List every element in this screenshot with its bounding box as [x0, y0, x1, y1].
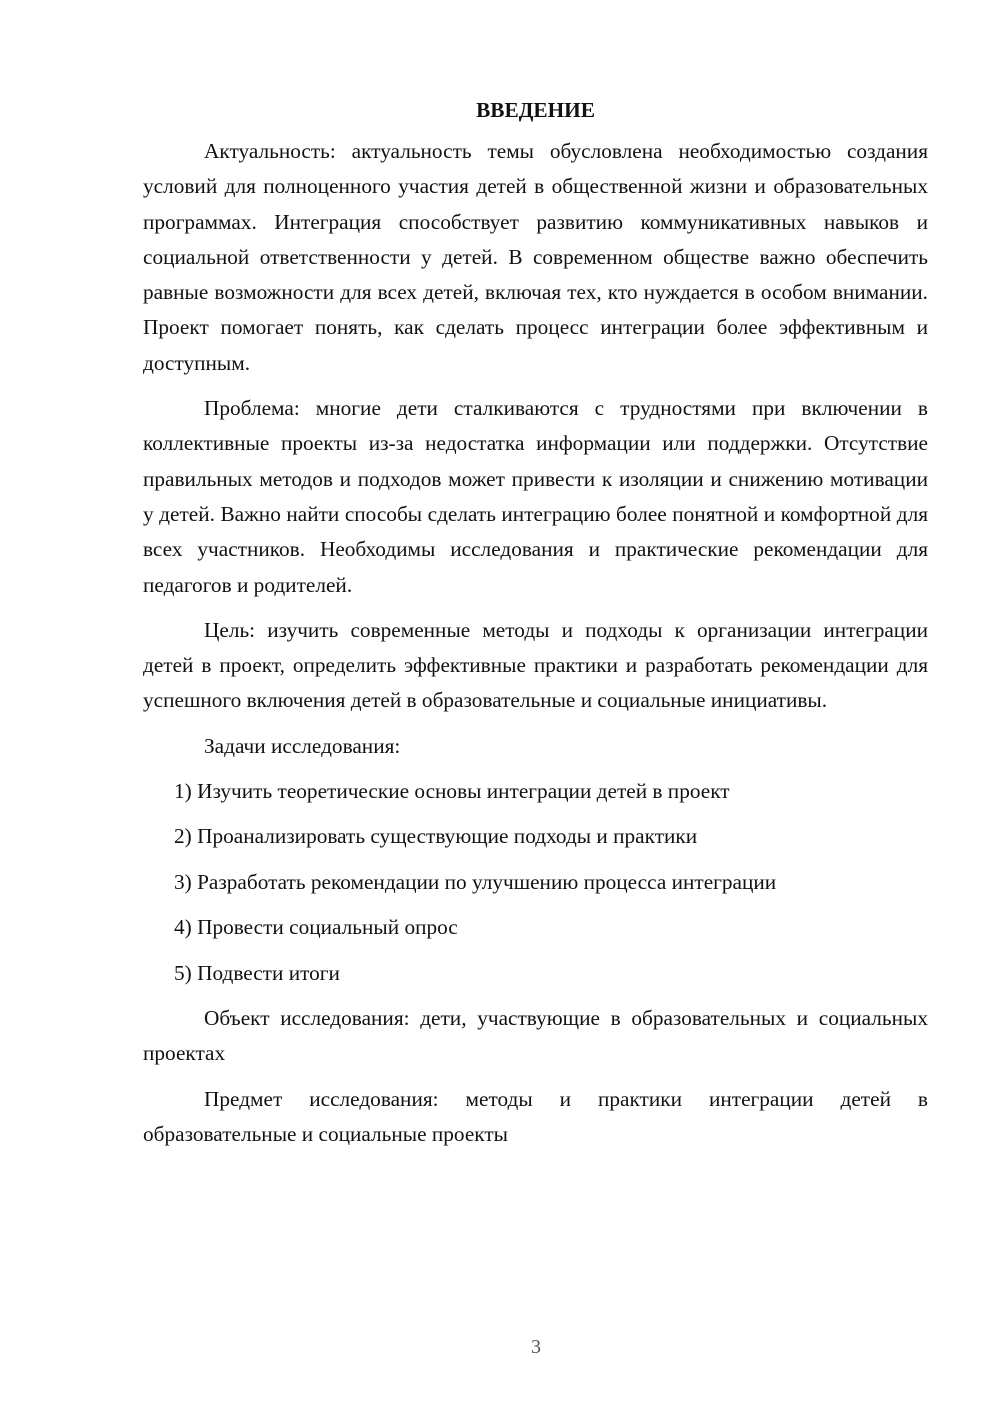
page-content: [143, 92, 928, 1162]
problem-paragraph: Проблема: многие дети сталкиваются с трудностями при включении в коллективные проекты из-за недостатка информации или поддержки. Отсутствие правильных методов и подходов может привести к изоляции и снижению мотивации у детей. Важно найти способы сделать интеграцию более понятной и комфортной для всех участников. Необходимы исследования и практические рекомендации для педагогов и родителей.: [143, 396, 928, 597]
object-paragraph: Объект исследования: дети, участвующие в образовательных и социальных проектах: [143, 1006, 928, 1066]
task-item-4: 4) Провести социальный опрос: [174, 915, 458, 940]
tasks-heading: Задачи исследования:: [204, 733, 401, 758]
task-item-5: 5) Подвести итоги: [174, 960, 340, 985]
task-item-2: 2) Проанализировать существующие подходы и практики: [174, 824, 698, 849]
relevance-paragraph: Актуальность: актуальность темы обусловлена необходимостью создания условий для полноценного участия детей в общественной жизни и образовательных программах. Интеграция способствует развитию коммуникативных навыков и социальной ответственности у детей. В современном обществе важно обеспечить равные возможности для всех детей, включая тех, кто нуждается в особом внимании. Проект помогает понять, как сделать процесс интеграции более эффективным и доступным.: [143, 139, 928, 375]
page-title: ВВЕДЕНИЕ: [476, 98, 595, 122]
subject-paragraph: Предмет исследования: методы и практики интеграции детей в образовательные и социальные проекты: [143, 1086, 928, 1146]
task-item-1: 1) Изучить теоретические основы интеграции детей в проект: [174, 779, 730, 804]
task-item-3: 3) Разработать рекомендации по улучшению процесса интеграции: [174, 869, 777, 894]
page-number: 3: [531, 1336, 541, 1358]
goal-paragraph: Цель: изучить современные методы и подходы к организации интеграции детей в проект, определить эффективные практики и разработать рекомендации для успешного включения детей в образовательные и социальные инициативы.: [143, 617, 928, 713]
task-list: [143, 774, 928, 991]
